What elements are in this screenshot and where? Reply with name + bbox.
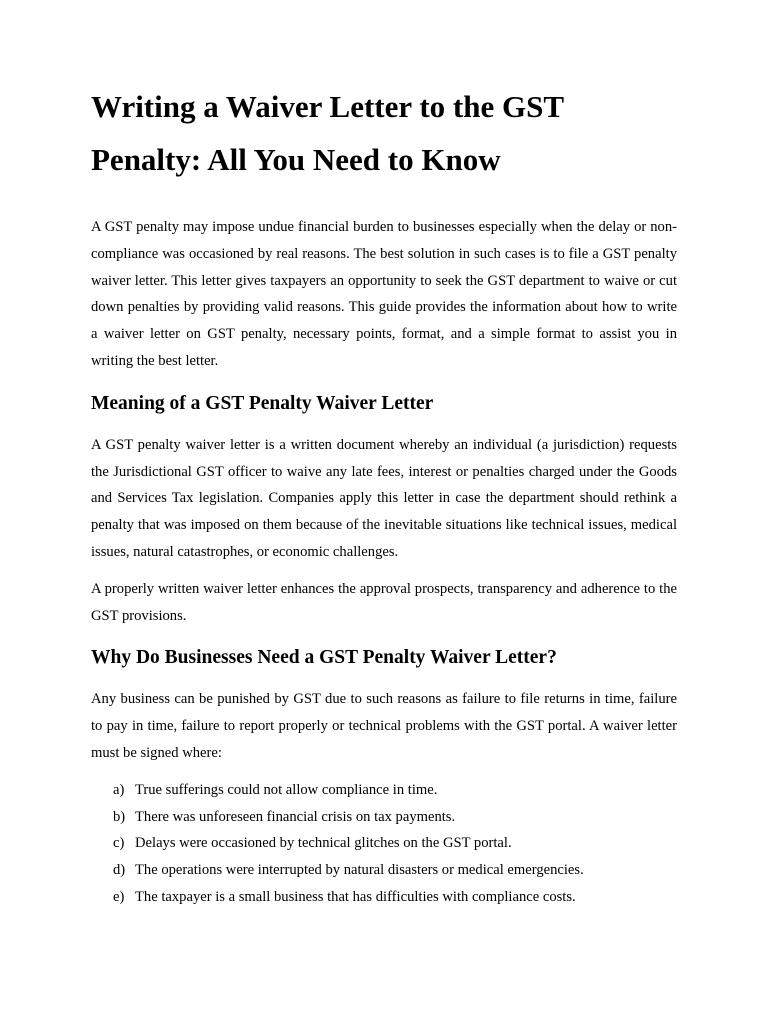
list-item xyxy=(113,777,677,804)
section-heading-meaning: Meaning of a GST Penalty Waiver Letter xyxy=(91,392,434,414)
why-paragraph: Any business can be punished by GST due to such reasons as failure to file returns in time, failure to pay in time, failure to report properly or technical problems with the GST portal. A waiver letter must be signed where: xyxy=(91,691,677,761)
list-marker: d) xyxy=(113,862,126,879)
list-item-text: True sufferings could not allow compliance in time. xyxy=(135,781,438,798)
list-item-text: There was unforeseen financial crisis on tax payments. xyxy=(135,808,456,825)
list-item-text: The operations were interrupted by natural disasters or medical emergencies. xyxy=(135,862,584,879)
list-item-text: The taxpayer is a small business that has difficulties with compliance costs. xyxy=(135,888,576,905)
meaning-paragraph-2: A properly written waiver letter enhances the approval prospects, transparency and adherence to the GST provisions. xyxy=(91,580,677,624)
list-marker: a) xyxy=(113,781,125,798)
section-heading-why: Why Do Businesses Need a GST Penalty Waiver Letter? xyxy=(91,647,557,669)
list-item xyxy=(113,830,677,857)
intro-paragraph: A GST penalty may impose undue financial burden to businesses especially when the delay or non-compliance was occasioned by real reasons. The best solution in such cases is to file a GST penalty waiver letter. This letter gives taxpayers an opportunity to seek the GST department to waive or cut down penalties by providing valid reasons. This guide provides the information about how to write a waiver letter on GST penalty, necessary points, format, and a simple format to assist you in writing the best letter. xyxy=(91,219,677,369)
list-marker: b) xyxy=(113,808,126,825)
page-title: Writing a Waiver Letter to the GST Penalty: All You Need to Know xyxy=(91,89,564,177)
list-item xyxy=(113,884,677,911)
reasons-list xyxy=(91,777,677,911)
meaning-paragraph-1: A GST penalty waiver letter is a written document whereby an individual (a jurisdiction) requests the Jurisdictional GST officer to waive any late fees, interest or penalties charged under the Goods and Services Tax legislation. Companies apply this letter in case the department should rethink a penalty that was imposed on them because of the inevitable situations like technical issues, medical issues, natural catastrophes, or economic challenges. xyxy=(91,436,677,560)
list-item xyxy=(113,857,677,884)
list-marker: e) xyxy=(113,888,125,905)
list-item xyxy=(113,804,677,831)
list-item-text: Delays were occasioned by technical glitches on the GST portal. xyxy=(135,835,512,852)
list-marker: c) xyxy=(113,835,125,852)
